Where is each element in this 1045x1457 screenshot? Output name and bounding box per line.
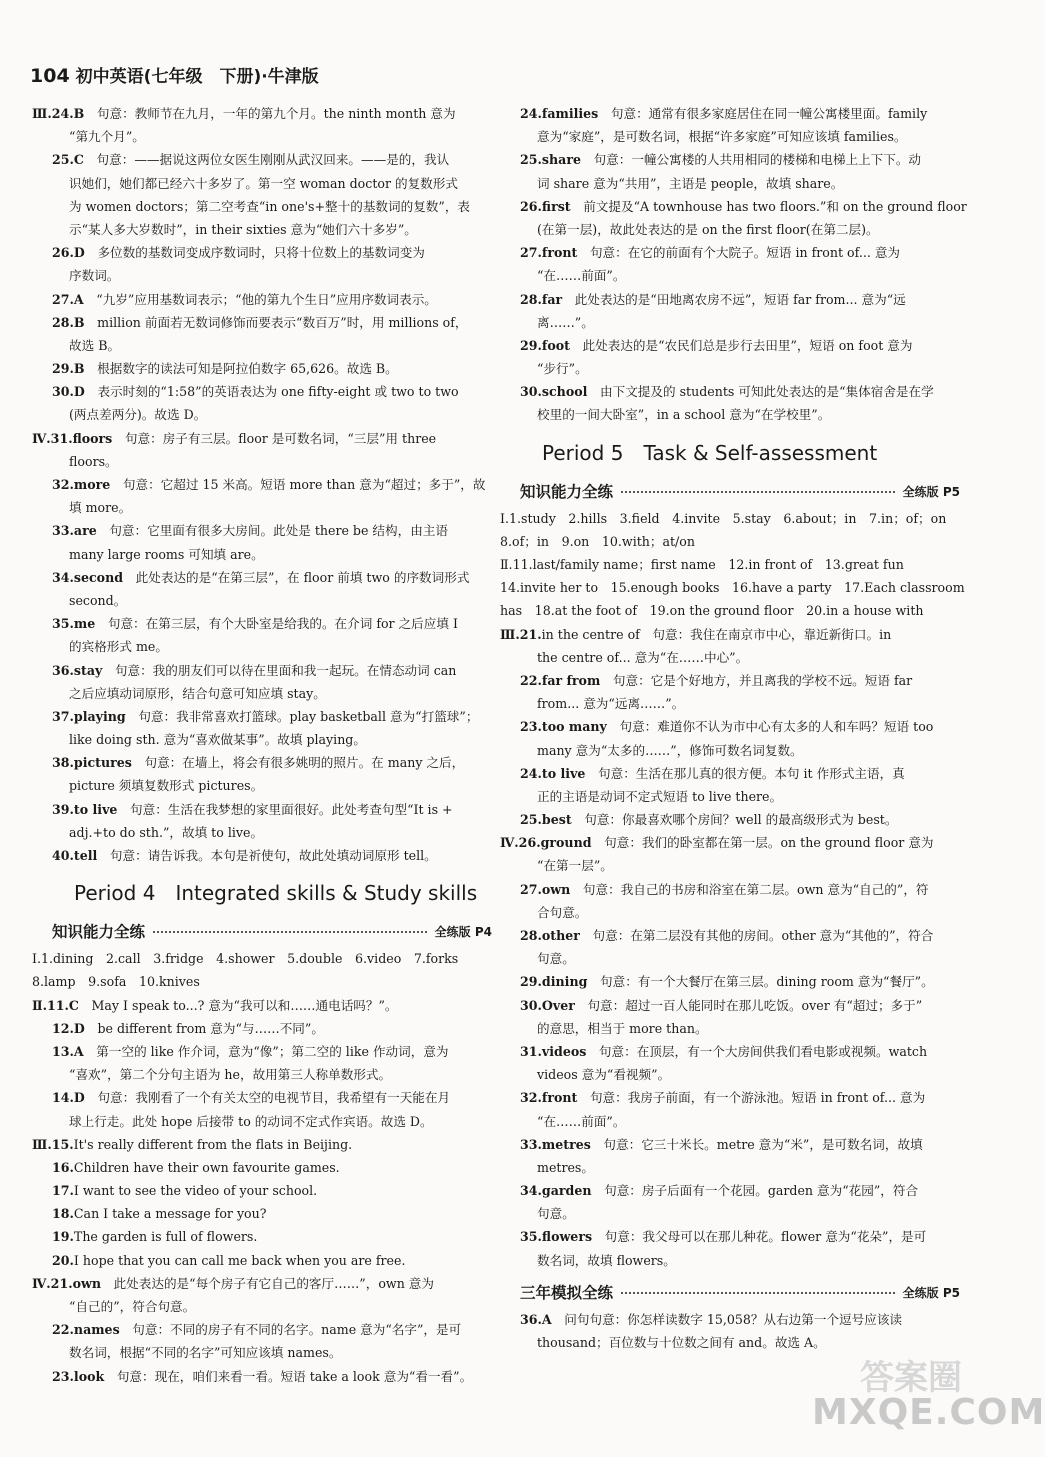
answer-line <box>32 1272 492 1295</box>
answer-number: Ⅲ.24.B <box>32 106 85 121</box>
answer-line <box>52 659 492 682</box>
answer-number: Ⅳ.26.ground <box>500 835 592 851</box>
answer-number: 27.own <box>520 881 571 897</box>
answer-explanation: 前文提及“A townhouse has two floors.”和 on the ground floor <box>570 198 967 214</box>
watermark: MXQE.COM <box>812 1392 1045 1433</box>
answer-number: 20. <box>52 1252 74 1268</box>
answer-line <box>520 288 960 311</box>
page-number: 104 <box>30 65 70 87</box>
answer-line <box>52 1086 492 1109</box>
answer-line <box>52 148 492 171</box>
answer-number: 27.front <box>520 245 578 261</box>
answer-explanation: “九岁”应用基数词表示；“他的第九个生日”应用序数词表示。 <box>83 291 437 307</box>
watermark-logo: 答案圈 <box>860 1358 962 1398</box>
section-heading <box>520 477 960 507</box>
answer-line <box>52 1318 492 1341</box>
answer-number: 16. <box>52 1159 74 1175</box>
answer-line <box>52 705 492 728</box>
answer-line <box>500 599 960 622</box>
answer-number: 34.garden <box>520 1183 592 1199</box>
right-column <box>500 102 967 1354</box>
answer-line <box>520 994 960 1017</box>
answer-explanation: 句意：我们的卧室都在第一层。on the ground floor 意为 <box>591 835 934 851</box>
answer-number: 40.tell <box>52 848 98 863</box>
answer-explanation: Can I take a message for you? <box>73 1206 267 1222</box>
left-column <box>32 102 492 1388</box>
answer-line <box>500 623 960 646</box>
answer-line <box>520 970 960 993</box>
answer-line <box>520 762 960 785</box>
answer-number: Ⅱ.11.C <box>32 997 79 1013</box>
answer-explanation: 句意：我刚看了一个有关太空的电视节目，我希望有一天能在月 <box>84 1090 451 1106</box>
answer-continuation: 句意。 <box>537 951 575 967</box>
answer-explanation: 由下文提及的 students 可知此处表达的是“集体宿舍是在学 <box>587 384 934 400</box>
answer-explanation: 句意：它三十米长。metre 意为“米”，是可数名词，故填 <box>590 1136 923 1152</box>
answer-number: 36.stay <box>52 662 103 678</box>
answer-continuation: “第九个月”。 <box>69 129 145 145</box>
answer-line <box>52 798 492 821</box>
answer-explanation: I hope that you can call me back when you are free. <box>73 1252 406 1268</box>
answer-explanation: 此处表达的是“田地离农房不远”，短语 far from... 意为“远 <box>562 291 906 307</box>
answer-line <box>520 241 960 264</box>
answer-continuation: (在第一层)，故此处表达的是 on the first floor(在第二层)。 <box>537 221 879 237</box>
answer-continuation: 的意思，相当于 more than。 <box>537 1020 708 1036</box>
answer-continuation: “自己的”，符合句意。 <box>69 1299 196 1314</box>
answer-explanation: 8.lamp 9.sofa 10.knives <box>32 974 200 990</box>
answer-line <box>520 334 960 357</box>
answer-continuation: 填 more。 <box>69 500 132 516</box>
answer-number: 39.to live <box>52 801 118 817</box>
answer-line <box>52 288 492 311</box>
answer-line <box>520 195 967 218</box>
answer-line <box>52 1179 492 1202</box>
answer-continuation: “喜欢”，第二个分句主语为 he，故用第三人称单数形式。 <box>69 1067 392 1083</box>
answer-number: 25.share <box>520 152 581 168</box>
answer-explanation: million 前面若无数词修饰而要表示“数百万”时，用 millions of， <box>84 314 468 330</box>
answer-number: 29.dining <box>520 974 588 990</box>
answer-number: 30.D <box>52 384 85 400</box>
answer-line <box>520 924 960 947</box>
answer-line <box>32 1133 492 1156</box>
answer-line <box>32 970 492 993</box>
answer-line <box>52 566 492 589</box>
dotted-leader <box>153 931 427 933</box>
answer-explanation: 句意：你最喜欢哪个房间？well 的最高级形式为 best。 <box>571 812 898 828</box>
answer-line <box>52 1156 492 1179</box>
answer-explanation: 句意：超过一百人能同时在那儿吃饭。over 有“超过；多于” <box>574 997 923 1013</box>
answer-number: Ⅳ.31.floors <box>32 430 113 446</box>
answer-explanation: 句意：在顶层，有一个大房间供我们看电影或视频。watch <box>586 1043 928 1059</box>
answer-continuation: 之后应填动词原形，结合句意可知应填 stay。 <box>69 685 326 701</box>
answer-number: 32.more <box>52 477 111 492</box>
section-page-ref: 全练版 P5 <box>902 484 960 499</box>
answer-line <box>520 380 960 403</box>
answer-line <box>52 1202 492 1225</box>
answer-continuation: thousand；百位数与十位数之间有 and。故选 A。 <box>537 1335 826 1350</box>
answer-explanation: 句意：我非常喜欢打篮球。play basketball 意为“打篮球”； <box>125 708 479 724</box>
answer-explanation: 句意：我的朋友们可以待在里面和我一起玩。在情态动词 can <box>102 662 457 678</box>
answer-explanation: 句意：它里面有很多大房间。此处是 there be 结构，由主语 <box>96 523 448 539</box>
answer-line <box>52 844 492 867</box>
answer-number: 33.are <box>52 523 97 539</box>
answer-number: 26.D <box>52 245 85 261</box>
answer-line <box>500 507 960 530</box>
answer-continuation: 的宾格形式 me。 <box>69 639 168 655</box>
answer-line <box>52 751 492 774</box>
answer-line <box>500 576 965 599</box>
period-title: Period 4 Integrated skills & Study skills <box>74 881 478 906</box>
answer-continuation: “在第一层”。 <box>537 858 613 874</box>
answer-explanation: 句意：在它的前面有个大院子。短语 in front of... 意为 <box>577 245 901 261</box>
answer-number: 22.far from <box>520 672 601 688</box>
answer-line <box>520 808 960 831</box>
answer-continuation: 故选 B。 <box>69 337 121 353</box>
answer-continuation: picture 须填复数形式 pictures。 <box>69 778 264 794</box>
answer-continuation: videos 意为“看视频”。 <box>537 1067 671 1083</box>
answer-continuation: like doing sth. 意为“喜欢做某事”。故填 playing。 <box>69 732 366 748</box>
answer-line <box>52 357 492 380</box>
section-heading-text: 知识能力全练 <box>52 923 146 942</box>
answer-explanation: 句意：我房子前面，有一个游泳池。短语 in front of... 意为 <box>577 1090 926 1106</box>
answer-number: Ⅲ.21. <box>500 626 542 642</box>
answer-number: 25.C <box>52 152 84 168</box>
answer-line <box>52 473 492 496</box>
answer-explanation: has 18.at the foot of 19.on the ground floor 20.in a house with <box>500 603 924 619</box>
answer-continuation: floors。 <box>69 453 118 469</box>
answer-explanation: 此处表达的是“每个房子有它自己的客厅……”，own 意为 <box>100 1275 434 1291</box>
answer-explanation: 句意：难道你不认为市中心有太多的人和车吗？短语 too <box>606 719 934 735</box>
answer-number: 22.names <box>52 1322 120 1338</box>
answer-continuation: 数名词，故填 flowers。 <box>537 1252 676 1268</box>
answer-explanation: Children have their own favourite games. <box>73 1159 340 1175</box>
answer-explanation: 句意：在墙上，将会有很多姚明的照片。在 many 之后， <box>131 755 465 771</box>
answer-number: 28.B <box>52 314 85 330</box>
answer-line <box>52 1040 492 1063</box>
answer-continuation: 序数词。 <box>69 268 120 284</box>
answer-explanation: 句意：房子后面有一个花园。garden 意为“花园”，符合 <box>591 1183 919 1199</box>
answer-number: 24.families <box>520 106 599 121</box>
answer-continuation: (两点差两分)。故选 D。 <box>69 407 207 423</box>
answer-line <box>52 519 492 542</box>
answer-number: 30.Over <box>520 997 575 1013</box>
section-heading <box>520 1278 960 1308</box>
answer-line <box>52 1017 492 1040</box>
answer-number: 32.front <box>520 1090 578 1106</box>
section-heading-text: 三年模拟全练 <box>520 1283 614 1302</box>
answer-explanation: The garden is full of flowers. <box>73 1229 258 1245</box>
answer-explanation: 句意：我自己的书房和浴室在第二层。own 意为“自己的”，符 <box>570 881 929 897</box>
answer-number: 31.videos <box>520 1043 587 1059</box>
answer-number: 13.A <box>52 1043 84 1059</box>
answer-explanation: 句意：——据说这两位女医生刚刚从武汉回来。——是的，我认 <box>83 152 450 168</box>
answer-continuation: 球上行走。此处 hope 后接带 to 的动词不定式作宾语。故选 D。 <box>69 1113 433 1129</box>
answer-explanation: in the centre of 句意：我住在南京市中心，靠近新街口。in <box>541 626 892 642</box>
answer-line <box>52 380 492 403</box>
section-page-ref: 全练版 P4 <box>434 925 492 940</box>
answer-continuation: second。 <box>69 592 127 608</box>
answer-number: 23.look <box>52 1368 105 1384</box>
answer-explanation: 问句句意：你怎样读数字 15,058？从右边第一个逗号应该读 <box>551 1311 903 1327</box>
answer-continuation: 正的主语是动词不定式短语 to live there。 <box>537 788 783 804</box>
answer-number: Ⅳ.21.own <box>32 1275 101 1291</box>
answer-explanation: 句意：请告诉我。本句是祈使句，故此处填动词原形 tell。 <box>97 848 437 863</box>
answer-explanation: Ⅰ.1.dining 2.call 3.fridge 4.shower 5.double 6.video 7.forks <box>32 951 459 967</box>
answer-explanation: 句意：它是个好地方，并且离我的学校不远。短语 far <box>600 672 913 688</box>
answer-number: 26.first <box>520 198 571 214</box>
answer-explanation: 句意：它超过 15 米高。短语 more than 意为“超过；多于”，故 <box>110 477 486 492</box>
answer-continuation: 离……”。 <box>537 314 594 330</box>
answer-explanation: May I speak to...? 意为“我可以和……通电话吗？”。 <box>78 997 398 1013</box>
answer-line <box>500 530 960 553</box>
answer-continuation: the centre of... 意为“在……中心”。 <box>537 649 749 665</box>
answer-number: 24.to live <box>520 765 586 781</box>
answer-number: 30.school <box>520 384 588 400</box>
answer-continuation: 句意。 <box>537 1206 575 1222</box>
answer-continuation: from... 意为“远离……”。 <box>537 696 685 712</box>
answer-line <box>52 311 492 334</box>
answer-continuation: 识她们，她们都已经六十多岁了。第一空 woman doctor 的复数形式 <box>69 175 458 191</box>
answer-explanation: I want to see the video of your school. <box>73 1183 318 1199</box>
answer-line <box>32 427 492 450</box>
answer-explanation: 句意：通常有很多家庭居住在同一幢公寓楼里面。family <box>598 106 928 121</box>
answer-line <box>52 1249 492 1272</box>
answer-number: 14.D <box>52 1090 85 1106</box>
answer-number: 36.A <box>520 1311 552 1327</box>
answer-line <box>520 1225 960 1248</box>
answer-explanation: Ⅱ.11.last/family name；first name 12.in front of 13.great fun <box>500 557 904 572</box>
answer-line <box>500 553 960 576</box>
answer-explanation: 表示时刻的“1:58”的英语表达为 one fifty-eight 或 two to two <box>84 384 459 400</box>
answer-number: 27.A <box>52 291 84 307</box>
answer-continuation: 词 share 意为“共用”，主语是 people，故填 share。 <box>537 175 844 191</box>
answer-number: 12.D <box>52 1020 85 1036</box>
answer-number: 29.B <box>52 361 85 377</box>
answer-explanation: 根据数字的读法可知是阿拉伯数字 65,626。故选 B。 <box>84 361 398 377</box>
answer-number: 23.too many <box>520 719 607 735</box>
answer-explanation: 句意：有一个大餐厅在第三层。dining room 意为“餐厅”。 <box>587 974 934 990</box>
section-heading-text: 知识能力全练 <box>520 482 614 501</box>
answer-number: 33.metres <box>520 1136 591 1152</box>
answer-number: 34.second <box>52 569 124 585</box>
answer-number: 38.pictures <box>52 755 132 771</box>
answer-explanation: 此处表达的是“在第三层”，在 floor 前填 two 的序数词形式 <box>123 569 470 585</box>
section-page-ref: 全练版 P5 <box>902 1285 960 1300</box>
answer-explanation: 此处表达的是“农民们总是步行去田里”，短语 on foot 意为 <box>569 337 913 353</box>
answer-number: 28.other <box>520 928 580 943</box>
answer-explanation: 句意：在第二层没有其他的房间。other 意为“其他的”，符合 <box>579 928 934 943</box>
answer-number: 37.playing <box>52 708 126 724</box>
answer-continuation: 数名词，根据“不同的名字”可知应该填 names。 <box>69 1345 342 1361</box>
dotted-leader <box>621 491 895 493</box>
answer-explanation: 8.of；in 9.on 10.with；at/on <box>500 533 695 549</box>
answer-line <box>52 241 492 264</box>
answer-explanation: be different from 意为“与……不同”。 <box>84 1020 324 1036</box>
answer-explanation: 第一空的 like 作介词，意为“像”；第二空的 like 作动词，意为 <box>83 1043 449 1059</box>
answer-line <box>520 1040 960 1063</box>
book-title: 初中英语(七年级 下册)·牛津版 <box>75 67 319 87</box>
answer-continuation: 校里的一间大卧室”，in a school 意为“在学校里”。 <box>537 407 831 423</box>
answer-line <box>520 102 960 125</box>
answer-continuation: 合句意。 <box>537 904 588 920</box>
answer-line <box>52 612 492 635</box>
answer-number: 18. <box>52 1206 74 1222</box>
answer-explanation: 句意：房子有三层。floor 是可数名词，“三层”用 three <box>112 430 437 446</box>
answer-explanation: 句意：不同的房子有不同的名字。name 意为“名字”，是可 <box>119 1322 462 1338</box>
answer-continuation: adj.+to do sth.”，故填 to live。 <box>69 824 264 840</box>
answer-explanation: 句意：一幢公寓楼的人共用相同的楼梯和电梯上上下下。动 <box>580 152 921 168</box>
answer-explanation: 句意：教师节在九月，一年的第九个月。the ninth month 意为 <box>84 106 456 121</box>
answer-explanation: 14.invite her to 15.enough books 16.have a party 17.Each classroom <box>500 580 965 596</box>
answer-number: 17. <box>52 1183 74 1199</box>
answer-explanation: 句意：在第三层，有个大卧室是给我的。在介词 for 之后应填 I <box>95 616 458 632</box>
answer-line <box>500 831 960 854</box>
answer-line <box>32 994 492 1017</box>
answer-continuation: 意为“家庭”，是可数名词，根据“许多家庭”可知应该填 families。 <box>537 129 907 145</box>
answer-line <box>32 947 492 970</box>
answer-continuation: “步行”。 <box>537 361 588 377</box>
answer-explanation: 句意：生活在我梦想的家里面很好。此处考查句型“It is + <box>117 801 453 817</box>
answer-number: 35.flowers <box>520 1229 593 1245</box>
period-title: Period 5 Task & Self-assessment <box>542 440 878 465</box>
answer-continuation: many large rooms 可知填 are。 <box>69 546 264 562</box>
answer-line <box>32 102 492 125</box>
answer-number: 19. <box>52 1229 74 1245</box>
answer-continuation: “在……前面”。 <box>537 268 626 284</box>
answer-number: 25.best <box>520 812 572 828</box>
answer-continuation: metres。 <box>537 1159 594 1175</box>
answer-line <box>520 1179 960 1202</box>
page-header <box>30 62 319 87</box>
answer-explanation: It's really different from the flats in Beijing. <box>73 1136 353 1152</box>
answer-line <box>520 1133 960 1156</box>
answer-number: 29.foot <box>520 337 570 353</box>
answer-explanation: Ⅰ.1.study 2.hills 3.field 4.invite 5.stay 6.about；in 7.in；of；on <box>500 510 947 526</box>
answer-continuation: many 意为“太多的……”，修饰可数名词复数。 <box>537 742 803 758</box>
answer-number: 28.far <box>520 291 563 307</box>
section-heading <box>52 917 492 947</box>
dotted-leader <box>621 1292 895 1294</box>
answer-continuation: 为 women doctors；第二空考查“in one's+整十的基数词的复数”，表 <box>69 198 471 214</box>
answer-line <box>52 1365 492 1388</box>
answer-explanation: 句意：现在，咱们来看一看。短语 take a look 意为“看一看”。 <box>104 1368 473 1384</box>
answer-number: 35.me <box>52 616 96 632</box>
answer-continuation: “在……前面”。 <box>537 1113 626 1129</box>
answer-explanation: 句意：生活在那儿真的很方便。本句 it 作形式主语，真 <box>585 765 905 781</box>
answer-line <box>520 1308 960 1331</box>
answer-line <box>52 1225 492 1248</box>
answer-continuation: 示“某人多大岁数时”，in their sixties 意为“她们六十多岁”。 <box>69 221 417 237</box>
answer-line <box>520 715 960 738</box>
answer-number: Ⅲ.15. <box>32 1136 74 1152</box>
answer-line <box>520 878 960 901</box>
answer-line <box>520 669 960 692</box>
answer-explanation: 句意：我父母可以在那儿种花。flower 意为“花朵”，是可 <box>592 1229 927 1245</box>
answer-line <box>520 148 960 171</box>
answer-line <box>520 1086 960 1109</box>
answer-explanation: 多位数的基数词变成序数词时，只将十位数上的基数词变为 <box>84 245 425 261</box>
